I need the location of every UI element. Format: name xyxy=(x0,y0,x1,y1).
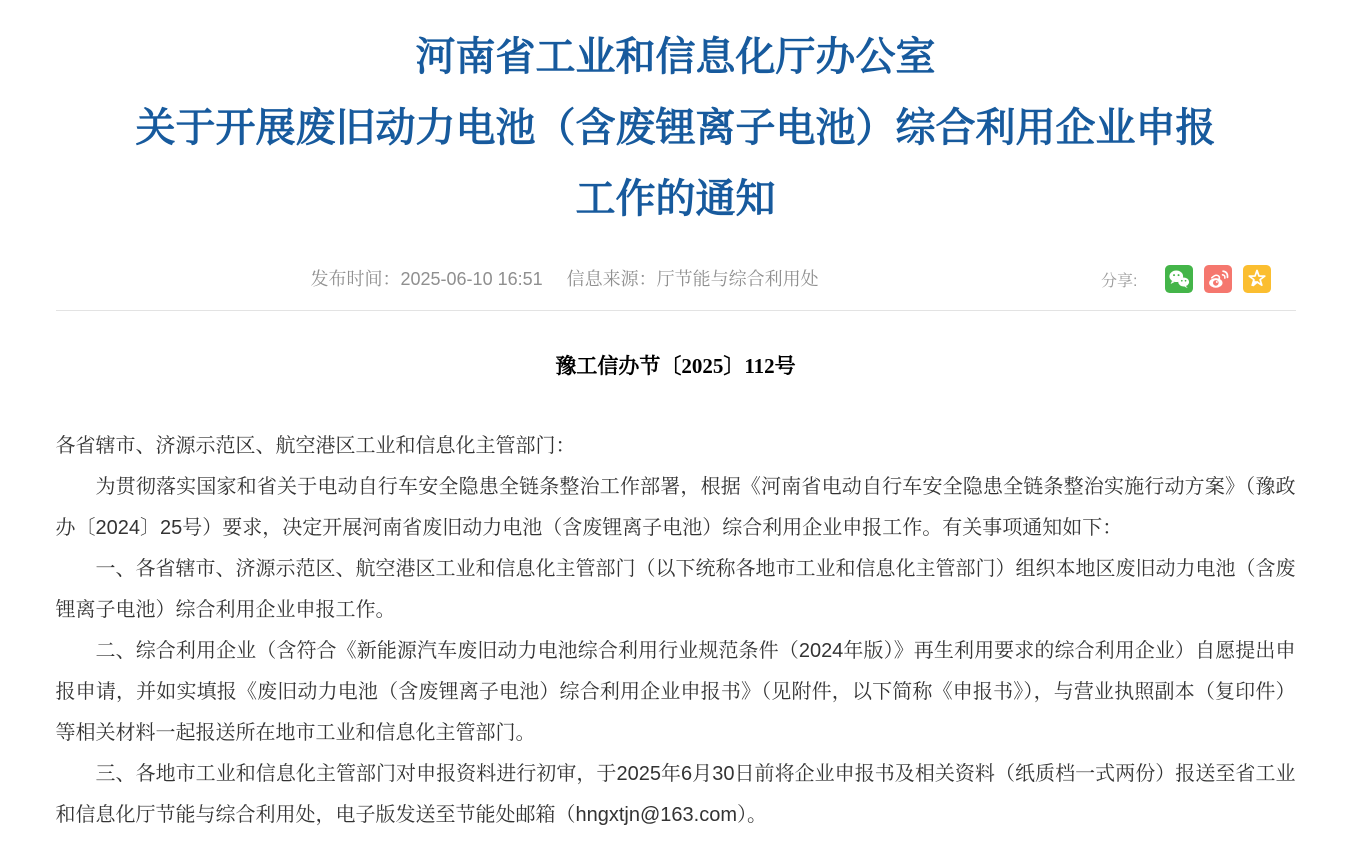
publish-info xyxy=(311,264,819,294)
star-icon xyxy=(1243,265,1271,293)
title-line-1: 河南省工业和信息化厅办公室 xyxy=(415,35,936,79)
body-paragraph: 一、各省辖市、济源示范区、航空港区工业和信息化主管部门（以下统称各地市工业和信息化主管部门）组织本地区废旧动力电池（含废锂离子电池）综合利用企业申报工作。 xyxy=(55,558,1296,621)
meta-row xyxy=(56,264,1296,294)
wechat-icon xyxy=(1165,265,1193,293)
source-value: 厅节能与综合利用处 xyxy=(656,269,819,289)
source-label: 信息来源： xyxy=(566,269,657,289)
salutation-paragraph: 各省辖市、济源示范区、航空港区工业和信息化主管部门： xyxy=(55,435,576,457)
body-paragraph: 为贯彻落实国家和省关于电动自行车安全隐患全链条整治工作部署，根据《河南省电动自行车安全隐患全链条整治实施行动方案》（豫政办〔2024〕25号）要求，决定开展河南省废旧动力电池（含废锂离子电池）综合利用企业申报工作。有关事项通知如下： xyxy=(55,476,1296,539)
share-label: 分享: xyxy=(1101,272,1138,290)
publish-time-label: 发布时间： xyxy=(310,269,401,289)
page-title xyxy=(56,0,1296,235)
header-divider xyxy=(56,310,1296,311)
title-line-2: 关于开展废旧动力电池（含废锂离子电池）综合利用企业申报 xyxy=(135,106,1216,150)
document-body xyxy=(56,426,1296,836)
weibo-share-icon[interactable] xyxy=(1204,265,1232,293)
document-number: 豫工信办节〔2025〕112号 xyxy=(555,354,796,378)
body-paragraph: 二、综合利用企业（含符合《新能源汽车废旧动力电池综合利用行业规范条件（2024年版）》再生利用要求的综合利用企业）自愿提出申报申请，并如实填报《废旧动力电池（含废锂离子电池）综合利用企业申报书》（见附件，以下简称《申报书》），与营业执照副本（复印件）等相关材料一起报送所在地市工业和信息化主管部门。 xyxy=(55,640,1296,744)
body-paragraph: 三、各地市工业和信息化主管部门对申报资料进行初审，于2025年6月30日前将企业申报书及相关资料（纸质档一式两份）报送至省工业和信息化厅节能与综合利用处，电子版发送至节能处邮箱（hngxtjn@163.com）。 xyxy=(55,763,1296,826)
favorite-star-icon[interactable] xyxy=(1243,265,1271,293)
wechat-share-icon[interactable] xyxy=(1165,265,1193,293)
weibo-icon xyxy=(1204,265,1232,293)
share-bar xyxy=(1101,265,1270,293)
title-line-3: 工作的通知 xyxy=(575,177,776,221)
publish-time-value: 2025-06-10 16:51 xyxy=(400,269,543,289)
content-container xyxy=(56,0,1296,836)
